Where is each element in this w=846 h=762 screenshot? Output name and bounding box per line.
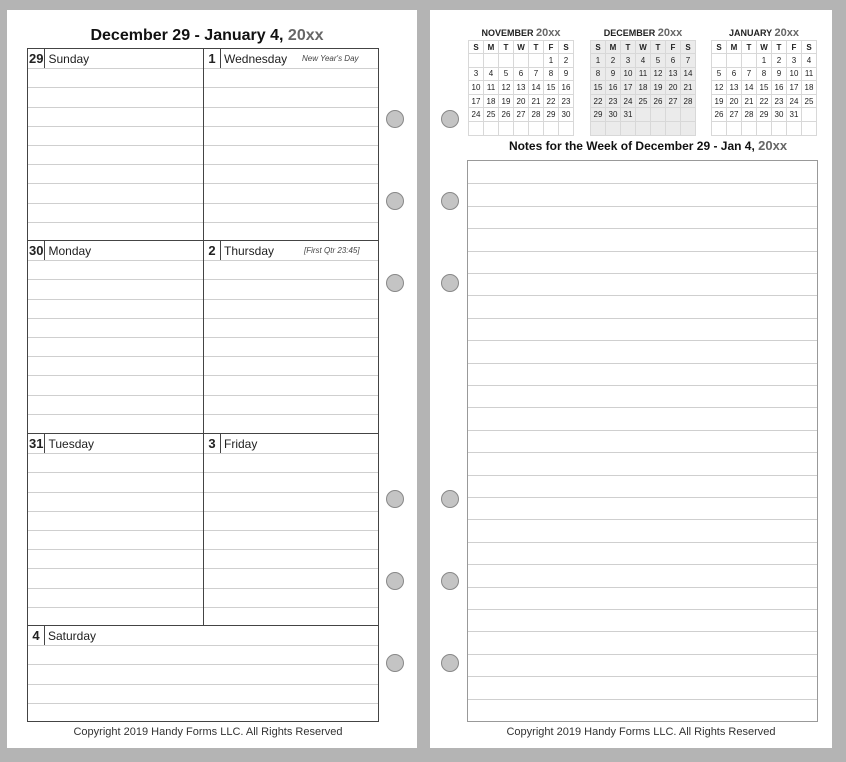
calendar-day[interactable]: 17 xyxy=(787,81,802,95)
day-name: Sunday xyxy=(48,52,90,66)
ruled-line xyxy=(468,363,817,364)
calendar-day[interactable]: 24 xyxy=(621,94,636,108)
calendar-day xyxy=(787,121,802,135)
holiday-note: New Year's Day xyxy=(302,54,359,63)
calendar-day[interactable]: 30 xyxy=(606,108,621,122)
calendar-day[interactable]: 7 xyxy=(742,67,757,81)
calendar-day[interactable]: 20 xyxy=(514,94,529,108)
calendar-day[interactable]: 7 xyxy=(681,54,696,68)
calendar-day xyxy=(712,121,727,135)
calendar-day[interactable]: 6 xyxy=(514,67,529,81)
day-cell-29[interactable] xyxy=(28,49,89,69)
weekday-header: M xyxy=(727,41,742,54)
calendar-day[interactable]: 13 xyxy=(727,81,742,95)
binder-hole xyxy=(441,572,459,590)
ruled-line xyxy=(204,607,378,608)
calendar-day[interactable]: 26 xyxy=(499,108,514,122)
calendar-year: 20xx xyxy=(774,27,799,39)
ruled-line xyxy=(468,340,817,341)
calendar-day[interactable]: 1 xyxy=(591,54,606,68)
ruled-line xyxy=(28,375,203,376)
calendar-day[interactable]: 8 xyxy=(757,67,772,81)
calendar-day[interactable]: 28 xyxy=(681,94,696,108)
ruled-line xyxy=(204,203,378,204)
ruled-line xyxy=(28,664,378,665)
calendar-day xyxy=(499,54,514,68)
ruled-line xyxy=(204,530,378,531)
weekday-header: S xyxy=(712,41,727,54)
calendar-day xyxy=(499,121,514,135)
calendar-day[interactable]: 16 xyxy=(772,81,787,95)
weekday-header: S xyxy=(591,41,606,54)
weekday-header: T xyxy=(772,41,787,54)
binder-hole xyxy=(441,192,459,210)
binder-hole xyxy=(386,192,404,210)
notes-area[interactable] xyxy=(467,160,818,722)
ruled-line xyxy=(204,126,378,127)
ruled-line xyxy=(468,654,817,655)
calendar-day[interactable]: 24 xyxy=(787,94,802,108)
calendar-day[interactable]: 9 xyxy=(606,67,621,81)
calendar-day[interactable]: 7 xyxy=(529,67,544,81)
ruled-line xyxy=(204,453,378,454)
weekday-header: T xyxy=(742,41,757,54)
calendar-day[interactable]: 21 xyxy=(529,94,544,108)
ruled-line xyxy=(468,206,817,207)
day-number: 3 xyxy=(204,434,221,454)
binder-hole xyxy=(386,572,404,590)
calendar-day[interactable]: 14 xyxy=(681,67,696,81)
calendar-day[interactable]: 23 xyxy=(606,94,621,108)
day-cell-3[interactable] xyxy=(204,434,257,454)
calendar-day[interactable]: 3 xyxy=(469,67,484,81)
mini-calendar-grid xyxy=(468,40,574,136)
calendar-title xyxy=(468,26,574,40)
day-name: Friday xyxy=(224,437,258,451)
calendar-day[interactable]: 10 xyxy=(787,67,802,81)
calendar-day[interactable]: 13 xyxy=(666,67,681,81)
ruled-line xyxy=(468,295,817,296)
calendar-day[interactable]: 1 xyxy=(757,54,772,68)
copyright-right: Copyright 2019 Handy Forms LLC. All Rights Reserved xyxy=(506,726,776,738)
ruled-line xyxy=(468,385,817,386)
week-title-text: December 29 - January 4, xyxy=(90,27,284,44)
calendar-day xyxy=(484,121,499,135)
calendar-day[interactable]: 11 xyxy=(484,81,499,95)
ruled-line xyxy=(28,260,203,261)
binder-hole xyxy=(441,654,459,672)
ruled-line xyxy=(204,318,378,319)
calendar-day[interactable]: 26 xyxy=(712,108,727,122)
day-number: 2 xyxy=(204,241,221,261)
weekday-header: S xyxy=(681,41,696,54)
calendar-day[interactable]: 28 xyxy=(742,108,757,122)
calendar-day[interactable]: 10 xyxy=(469,81,484,95)
calendar-day[interactable]: 27 xyxy=(514,108,529,122)
calendar-day[interactable]: 2 xyxy=(559,54,574,68)
ruled-line xyxy=(28,183,203,184)
calendar-day[interactable]: 18 xyxy=(484,94,499,108)
calendar-day[interactable]: 26 xyxy=(651,94,666,108)
ruled-line xyxy=(28,492,203,493)
calendar-day[interactable]: 14 xyxy=(529,81,544,95)
day-cell-31[interactable] xyxy=(28,434,94,454)
calendar-day[interactable]: 22 xyxy=(591,94,606,108)
calendar-day[interactable]: 11 xyxy=(802,67,817,81)
binder-hole xyxy=(386,654,404,672)
calendar-day[interactable]: 9 xyxy=(772,67,787,81)
calendar-day[interactable]: 2 xyxy=(772,54,787,68)
calendar-day xyxy=(666,121,681,135)
calendar-day[interactable]: 18 xyxy=(636,81,651,95)
ruled-line xyxy=(28,203,203,204)
calendar-day xyxy=(544,121,559,135)
weekday-header: T xyxy=(529,41,544,54)
calendar-day[interactable]: 23 xyxy=(559,94,574,108)
calendar-day xyxy=(636,108,651,122)
calendar-day xyxy=(529,54,544,68)
copyright-left: Copyright 2019 Handy Forms LLC. All Rights Reserved xyxy=(73,726,343,738)
ruled-line xyxy=(28,530,203,531)
ruled-line xyxy=(28,87,203,88)
weekday-header: T xyxy=(499,41,514,54)
calendar-day[interactable]: 22 xyxy=(757,94,772,108)
calendar-day xyxy=(621,121,636,135)
calendar-day[interactable]: 30 xyxy=(559,108,574,122)
day-number: 30 xyxy=(28,241,45,261)
ruled-line xyxy=(28,337,203,338)
ruled-line xyxy=(28,414,203,415)
calendar-day xyxy=(606,121,621,135)
day-name: Tuesday xyxy=(48,437,95,451)
calendar-day[interactable]: 21 xyxy=(742,94,757,108)
weekday-header: F xyxy=(787,41,802,54)
calendar-day[interactable]: 5 xyxy=(499,67,514,81)
ruled-line xyxy=(204,183,378,184)
weekday-header: W xyxy=(514,41,529,54)
calendar-day[interactable]: 3 xyxy=(787,54,802,68)
calendar-day[interactable]: 12 xyxy=(499,81,514,95)
day-number: 4 xyxy=(28,626,45,646)
weekday-header: F xyxy=(666,41,681,54)
ruled-line xyxy=(468,564,817,565)
calendar-day[interactable]: 24 xyxy=(469,108,484,122)
calendar-day xyxy=(514,121,529,135)
calendar-day xyxy=(802,121,817,135)
calendar-title xyxy=(711,26,817,40)
ruled-line xyxy=(204,68,378,69)
ruled-line xyxy=(468,273,817,274)
ruled-line xyxy=(28,395,203,396)
moon-phase-note: [First Qtr 23:45] xyxy=(304,246,360,255)
binder-hole xyxy=(386,274,404,292)
calendar-day[interactable]: 17 xyxy=(621,81,636,95)
calendar-day xyxy=(742,121,757,135)
ruled-line xyxy=(28,588,203,589)
ruled-line xyxy=(28,145,203,146)
calendar-day[interactable]: 19 xyxy=(712,94,727,108)
calendar-day[interactable]: 11 xyxy=(636,67,651,81)
calendar-day[interactable]: 27 xyxy=(727,108,742,122)
ruled-line xyxy=(204,87,378,88)
weekday-header: M xyxy=(606,41,621,54)
calendar-day xyxy=(802,108,817,122)
weekday-header: S xyxy=(469,41,484,54)
weekday-header: S xyxy=(802,41,817,54)
calendar-day[interactable]: 6 xyxy=(727,67,742,81)
calendar-day xyxy=(727,121,742,135)
ruled-line xyxy=(468,676,817,677)
week-title xyxy=(7,27,407,45)
ruled-line xyxy=(468,407,817,408)
calendar-day[interactable]: 20 xyxy=(666,81,681,95)
calendar-day xyxy=(666,108,681,122)
calendar-year: 20xx xyxy=(657,27,683,39)
weekday-header: T xyxy=(651,41,666,54)
weekday-header: T xyxy=(621,41,636,54)
ruled-line xyxy=(28,568,203,569)
calendar-day[interactable]: 10 xyxy=(621,67,636,81)
day-cell-4[interactable] xyxy=(28,626,96,646)
ruled-line xyxy=(204,472,378,473)
ruled-line xyxy=(28,703,378,704)
ruled-line xyxy=(204,299,378,300)
ruled-line xyxy=(204,375,378,376)
calendar-day xyxy=(514,54,529,68)
day-name: Thursday xyxy=(224,244,275,258)
calendar-day[interactable]: 9 xyxy=(559,67,574,81)
calendar-day[interactable]: 8 xyxy=(544,67,559,81)
binder-hole xyxy=(386,490,404,508)
calendar-day xyxy=(651,121,666,135)
calendar-day xyxy=(591,121,606,135)
ruled-line xyxy=(204,511,378,512)
weekday-header: F xyxy=(544,41,559,54)
ruled-line xyxy=(28,318,203,319)
ruled-line xyxy=(28,472,203,473)
ruled-line xyxy=(28,299,203,300)
calendar-day[interactable]: 25 xyxy=(636,94,651,108)
calendar-day[interactable]: 27 xyxy=(666,94,681,108)
calendar-january xyxy=(711,26,817,136)
calendar-day[interactable]: 13 xyxy=(514,81,529,95)
day-grid xyxy=(27,48,379,722)
calendar-day[interactable]: 5 xyxy=(712,67,727,81)
ruled-line xyxy=(28,549,203,550)
ruled-line xyxy=(28,453,203,454)
day-cell-1[interactable] xyxy=(204,49,287,69)
calendar-day[interactable]: 4 xyxy=(802,54,817,68)
ruled-line xyxy=(28,107,203,108)
calendar-day[interactable]: 28 xyxy=(529,108,544,122)
ruled-line xyxy=(204,395,378,396)
calendar-year: 20xx xyxy=(536,27,561,39)
binder-hole xyxy=(386,110,404,128)
calendar-day[interactable]: 15 xyxy=(591,81,606,95)
week-title-year: 20xx xyxy=(287,27,324,44)
calendar-month: NOVEMBER xyxy=(481,28,534,38)
calendar-day xyxy=(712,54,727,68)
ruled-line xyxy=(468,699,817,700)
calendar-day[interactable]: 25 xyxy=(802,94,817,108)
ruled-line xyxy=(204,337,378,338)
ruled-line xyxy=(468,519,817,520)
calendar-day[interactable]: 6 xyxy=(666,54,681,68)
calendar-day[interactable]: 18 xyxy=(802,81,817,95)
calendar-day[interactable]: 30 xyxy=(772,108,787,122)
binder-hole xyxy=(441,274,459,292)
calendar-november xyxy=(468,26,574,136)
notes-title-text: Notes for the Week of December 29 - Jan 4, xyxy=(508,139,755,153)
calendar-day[interactable]: 23 xyxy=(772,94,787,108)
calendar-day xyxy=(651,108,666,122)
calendar-day[interactable]: 5 xyxy=(651,54,666,68)
calendar-day[interactable]: 29 xyxy=(757,108,772,122)
ruled-line xyxy=(204,222,378,223)
calendar-day[interactable]: 2 xyxy=(606,54,621,68)
ruled-line xyxy=(204,356,378,357)
calendar-day[interactable]: 14 xyxy=(742,81,757,95)
weekday-header: S xyxy=(559,41,574,54)
calendar-day xyxy=(742,54,757,68)
calendar-day xyxy=(727,54,742,68)
day-name: Saturday xyxy=(48,629,97,643)
calendar-day xyxy=(636,121,651,135)
ruled-line xyxy=(28,684,378,685)
calendar-day xyxy=(559,121,574,135)
ruled-line xyxy=(204,107,378,108)
calendar-month: DECEMBER xyxy=(603,28,656,38)
weekday-header: W xyxy=(636,41,651,54)
calendar-day[interactable]: 15 xyxy=(544,81,559,95)
ruled-line xyxy=(468,228,817,229)
ruled-line xyxy=(204,260,378,261)
mini-calendar-grid xyxy=(590,40,696,136)
calendar-day[interactable]: 22 xyxy=(544,94,559,108)
ruled-line xyxy=(468,497,817,498)
calendar-day[interactable]: 8 xyxy=(591,67,606,81)
day-cell-30[interactable] xyxy=(28,241,91,261)
calendar-day[interactable]: 16 xyxy=(606,81,621,95)
calendar-day[interactable]: 15 xyxy=(757,81,772,95)
binder-hole xyxy=(441,110,459,128)
day-number: 31 xyxy=(28,434,45,454)
calendar-day xyxy=(529,121,544,135)
day-number: 1 xyxy=(204,49,221,69)
ruled-line xyxy=(28,164,203,165)
day-number: 29 xyxy=(28,49,45,69)
ruled-line xyxy=(28,607,203,608)
day-name: Wednesday xyxy=(224,52,288,66)
notes-title xyxy=(466,138,830,153)
calendar-title xyxy=(590,26,696,40)
ruled-line xyxy=(468,542,817,543)
ruled-line xyxy=(204,492,378,493)
ruled-line xyxy=(204,164,378,165)
ruled-line xyxy=(28,68,203,69)
calendar-day[interactable]: 19 xyxy=(499,94,514,108)
ruled-line xyxy=(204,414,378,415)
ruled-line xyxy=(468,452,817,453)
ruled-line xyxy=(28,222,203,223)
ruled-line xyxy=(204,549,378,550)
calendar-day[interactable]: 4 xyxy=(484,67,499,81)
ruled-line xyxy=(468,430,817,431)
calendar-day[interactable]: 19 xyxy=(651,81,666,95)
calendar-day[interactable]: 29 xyxy=(591,108,606,122)
right-page xyxy=(430,10,832,748)
weekday-header: W xyxy=(757,41,772,54)
calendar-day xyxy=(681,108,696,122)
ruled-line xyxy=(28,126,203,127)
calendar-day[interactable]: 4 xyxy=(636,54,651,68)
calendar-day[interactable]: 12 xyxy=(651,67,666,81)
ruled-line xyxy=(468,318,817,319)
calendar-day xyxy=(757,121,772,135)
calendar-day xyxy=(772,121,787,135)
ruled-line xyxy=(468,587,817,588)
calendar-day[interactable]: 29 xyxy=(544,108,559,122)
weekday-header: M xyxy=(484,41,499,54)
calendar-day xyxy=(484,54,499,68)
binder-hole xyxy=(441,490,459,508)
calendar-day[interactable]: 20 xyxy=(727,94,742,108)
calendar-day[interactable]: 3 xyxy=(621,54,636,68)
ruled-line xyxy=(468,609,817,610)
calendar-day[interactable]: 31 xyxy=(621,108,636,122)
mini-calendar-grid xyxy=(711,40,817,136)
ruled-line xyxy=(28,356,203,357)
calendar-day[interactable]: 31 xyxy=(787,108,802,122)
ruled-line xyxy=(28,511,203,512)
ruled-line xyxy=(204,145,378,146)
calendar-day[interactable]: 21 xyxy=(681,81,696,95)
calendar-day xyxy=(469,121,484,135)
ruled-line xyxy=(28,645,378,646)
calendar-day[interactable]: 17 xyxy=(469,94,484,108)
ruled-line xyxy=(468,183,817,184)
ruled-line xyxy=(204,568,378,569)
notes-title-year: 20xx xyxy=(758,138,788,153)
day-name: Monday xyxy=(48,244,92,258)
ruled-line xyxy=(468,251,817,252)
calendar-day[interactable]: 16 xyxy=(559,81,574,95)
calendar-day[interactable]: 25 xyxy=(484,108,499,122)
ruled-line xyxy=(468,475,817,476)
calendar-day xyxy=(469,54,484,68)
ruled-line xyxy=(28,279,203,280)
calendar-day xyxy=(681,121,696,135)
ruled-line xyxy=(468,631,817,632)
day-cell-2[interactable] xyxy=(204,241,274,261)
calendar-month: JANUARY xyxy=(728,28,772,38)
calendar-december xyxy=(590,26,696,136)
ruled-line xyxy=(204,588,378,589)
calendar-day[interactable]: 12 xyxy=(712,81,727,95)
calendar-day[interactable]: 1 xyxy=(544,54,559,68)
ruled-line xyxy=(204,279,378,280)
left-page xyxy=(7,10,417,748)
